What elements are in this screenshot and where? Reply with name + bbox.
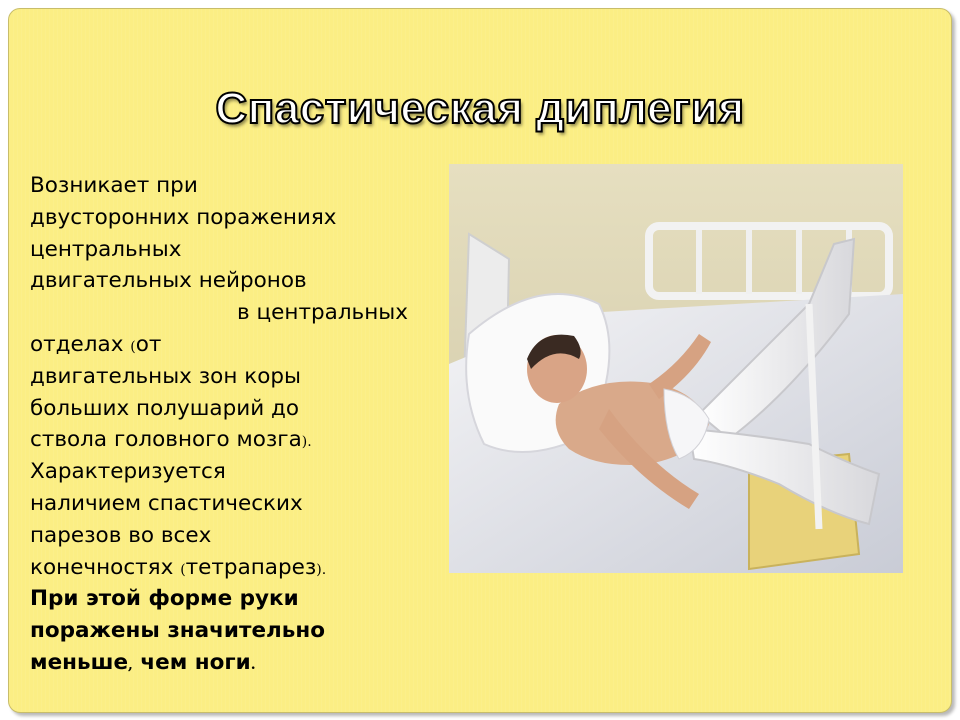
text-word: полушарий: [136, 395, 265, 421]
text-word: двигательных: [30, 363, 192, 389]
text-word: тетрапарез: [185, 554, 317, 580]
text-word: всех: [160, 522, 212, 548]
text-line: [30, 170, 408, 202]
text-line: [30, 329, 408, 361]
text-word: спастических: [147, 490, 303, 516]
paren-close: ).: [301, 434, 312, 451]
text-word: форме: [148, 586, 233, 612]
paren-open: (: [180, 561, 186, 578]
text-line: в центральных: [237, 300, 408, 326]
text-line: [30, 424, 408, 456]
slide-title: Спастическая диплегия: [215, 84, 745, 133]
paren-open: (: [130, 338, 136, 355]
paren-close: ).: [316, 561, 327, 578]
text-word: при: [156, 173, 198, 198]
text-word: [180, 555, 326, 580]
text-line: центральных: [30, 236, 182, 262]
text-word: конечностях: [30, 554, 174, 580]
text-line: двусторонних поражениях: [30, 204, 337, 230]
text-word: ствола: [30, 427, 108, 453]
text-word: до: [271, 395, 300, 421]
text-word: мозга: [236, 427, 302, 453]
text-word: значительно: [167, 618, 326, 644]
photo-illustration: [449, 164, 903, 573]
text-line: Характеризуется: [30, 459, 226, 485]
text-word: больших: [30, 395, 130, 421]
text-word: [236, 427, 311, 452]
text-word: [130, 332, 161, 357]
text-word: отделах: [30, 331, 124, 357]
body-paragraph: [30, 170, 408, 679]
text-line: [30, 552, 408, 584]
text-word: Возникает: [30, 173, 150, 198]
text-line-bold: [30, 583, 408, 615]
text-word: меньше: [30, 649, 129, 675]
text-word: во: [128, 522, 155, 548]
period: .: [250, 656, 256, 673]
text-word: наличием: [30, 490, 142, 516]
text-word: коры: [244, 363, 302, 389]
text-word: парезов: [30, 522, 122, 548]
text-word: от: [135, 331, 162, 357]
comma: ,: [128, 656, 133, 673]
text-word: чем ноги: [140, 649, 251, 675]
text-line: [30, 520, 408, 552]
text-word: зон: [198, 363, 238, 389]
text-line: [30, 488, 408, 520]
text-line: [30, 393, 408, 425]
text-word: этой: [85, 586, 141, 612]
text-word: При: [30, 586, 79, 612]
text-line: двигательных нейронов: [30, 268, 307, 294]
text-line-bold: [30, 615, 408, 647]
text-line: [30, 361, 408, 393]
text-word: руки: [239, 586, 299, 612]
patient-photo: [449, 164, 903, 573]
text-line-bold: [30, 647, 408, 679]
text-word: поражены: [30, 618, 160, 644]
text-word: головного: [113, 427, 230, 453]
